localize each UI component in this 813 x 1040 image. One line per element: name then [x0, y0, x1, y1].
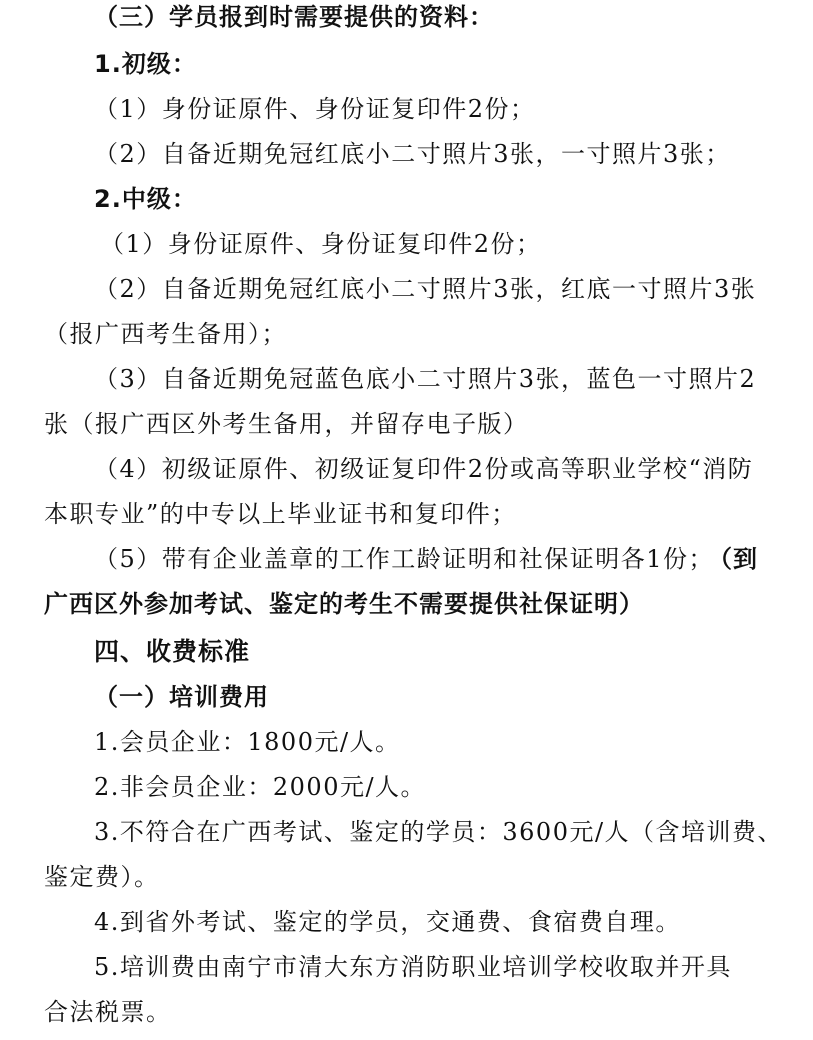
fee-item-3-cont: 鉴定费）。 — [44, 863, 160, 891]
intermediate-item-2-cont: （报广西考生备用）； — [44, 320, 287, 348]
intermediate-item-1: （1）身份证原件、身份证复印件2份； — [100, 230, 542, 258]
junior-item-1: （1）身份证原件、身份证复印件2份； — [94, 95, 536, 123]
intermediate-item-3: （3）自备近期免冠蓝色底小二寸照片3张，蓝色一寸照片2 — [94, 365, 757, 393]
subheading-training-fees: （一）培训费用 — [94, 683, 269, 711]
subheading-junior: 1.初级： — [94, 50, 197, 78]
fee-item-4: 4.到省外考试、鉴定的学员，交通费、食宿费自理。 — [94, 908, 681, 936]
fee-item-2: 2.非会员企业：2000元/人。 — [94, 773, 427, 801]
intermediate-item-5-note: 广西区外参加考试、鉴定的考生不需要提供社保证明） — [44, 590, 644, 618]
intermediate-item-5-note-start: （到 — [708, 545, 758, 573]
intermediate-item-3-cont: 张（报广西区外考生备用，并留存电子版） — [44, 410, 529, 438]
intermediate-item-4: （4）初级证原件、初级证复印件2份或高等职业学校“消防 — [94, 455, 754, 483]
intermediate-item-5: （5）带有企业盖章的工作工龄证明和社保证明各1份； — [94, 545, 715, 573]
fee-item-5: 5.培训费由南宁市清大东方消防职业培训学校收取并开具 — [94, 953, 732, 981]
subheading-intermediate: 2.中级： — [94, 185, 197, 213]
section-heading-fees: 四、收费标准 — [94, 637, 251, 666]
section-heading-materials: （三）学员报到时需要提供的资料： — [94, 3, 494, 31]
intermediate-item-2: （2）自备近期免冠红底小二寸照片3张，红底一寸照片3张 — [94, 275, 757, 303]
fee-item-3: 3.不符合在广西考试、鉴定的学员：3600元/人（含培训费、 — [94, 818, 784, 846]
fee-item-1: 1.会员企业：1800元/人。 — [94, 728, 401, 756]
junior-item-2: （2）自备近期免冠红底小二寸照片3张，一寸照片3张； — [94, 140, 731, 168]
fee-item-5-cont: 合法税票。 — [44, 998, 172, 1026]
intermediate-item-4-cont: 本职专业”的中专以上毕业证书和复印件； — [44, 500, 517, 528]
